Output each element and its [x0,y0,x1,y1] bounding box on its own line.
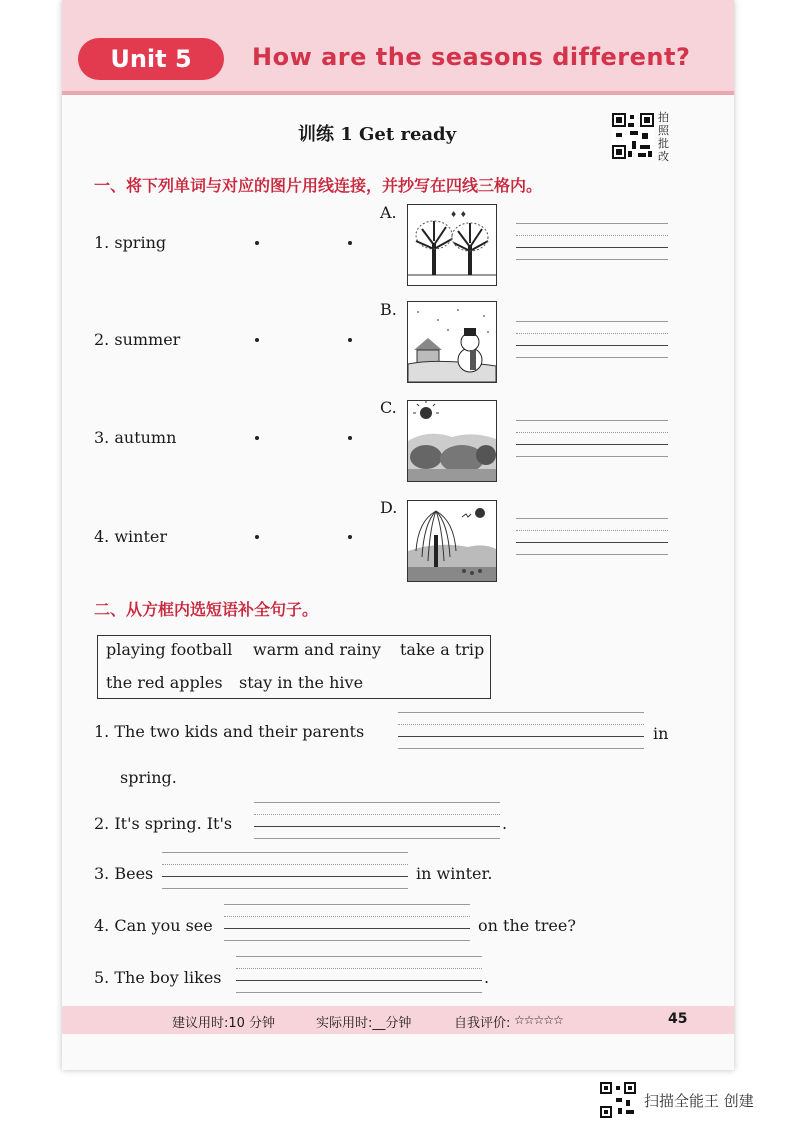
answer-blank-5[interactable] [236,956,482,994]
phrase-option: warm and rainy [253,640,381,659]
sentence-5-start: 5. The boy likes [94,968,222,987]
writing-lines-b[interactable] [516,321,668,359]
star-rating-icon[interactable]: ☆☆☆☆☆ [514,1013,563,1027]
phrase-option: the red apples [106,673,223,692]
sentence-4-start: 4. Can you see [94,916,213,935]
picture-winter-snowman[interactable] [407,301,497,383]
word-summer: 2. summer [94,330,181,349]
writing-lines-d[interactable] [516,518,668,556]
sentence-4-end: on the tree? [478,916,576,935]
qr-caption: 拍照批改 [658,111,669,163]
match-dot-left[interactable] [255,436,259,440]
match-dot-right[interactable] [348,338,352,342]
qr-code-icon[interactable] [612,113,654,159]
suggested-time: 建议用时:10 分钟 [172,1016,276,1031]
phrase-option: playing football [106,640,233,659]
picture-spring-willow[interactable] [407,500,497,582]
sentence-2-end: . [502,814,508,833]
writing-lines-a[interactable] [516,223,668,261]
match-dot-left[interactable] [255,338,259,342]
match-dot-right[interactable] [348,436,352,440]
header-band [62,0,734,95]
answer-blank-1[interactable] [398,712,644,750]
sentence-3-end: in winter. [416,864,493,883]
answer-blank-2[interactable] [254,802,500,840]
picture-label-b: B. [380,300,397,319]
sentence-3-start: 3. Bees [94,864,154,883]
sentence-1-start: 1. The two kids and their parents [94,722,365,741]
answer-blank-3[interactable] [162,852,408,890]
sentence-1-end: in [653,724,669,743]
lesson-title: 训练 1 Get ready [298,124,457,145]
writing-lines-c[interactable] [516,420,668,458]
sentence-1-continuation: spring. [120,768,177,787]
unit-badge: Unit 5 [78,38,224,80]
scanner-qr-icon [600,1082,636,1118]
self-evaluation-label: 自我评价: [454,1016,511,1031]
unit-title: How are the seasons different? [252,43,691,71]
word-winter: 4. winter [94,527,168,546]
match-dot-right[interactable] [348,241,352,245]
word-spring: 1. spring [94,233,167,252]
actual-time: 实际用时:__分钟 [316,1016,412,1031]
picture-label-a: A. [380,203,397,222]
section1-heading: 一、将下列单词与对应的图片用线连接，并抄写在四线三格内。 [94,176,543,195]
svg-text:♦ ♦: ♦ ♦ [450,210,467,219]
match-dot-left[interactable] [255,241,259,245]
word-autumn: 3. autumn [94,428,177,447]
phrase-option: stay in the hive [239,673,364,692]
match-dot-right[interactable] [348,535,352,539]
sentence-2-start: 2. It's spring. It's [94,814,233,833]
picture-label-d: D. [380,498,398,517]
footer-band [62,1006,734,1034]
sentence-5-end: . [484,968,490,987]
picture-autumn-trees[interactable] [407,204,497,286]
picture-label-c: C. [380,398,397,417]
picture-summer-landscape[interactable] [407,400,497,482]
page-number: 45 [668,1011,688,1027]
scanner-watermark-text: 扫描全能王 创建 [644,1092,754,1110]
phrase-box [97,635,491,699]
answer-blank-4[interactable] [224,904,470,942]
phrase-option: take a trip [400,640,485,659]
section2-heading: 二、从方框内选短语补全句子。 [94,600,319,619]
worksheet-page [62,0,734,1070]
match-dot-left[interactable] [255,535,259,539]
